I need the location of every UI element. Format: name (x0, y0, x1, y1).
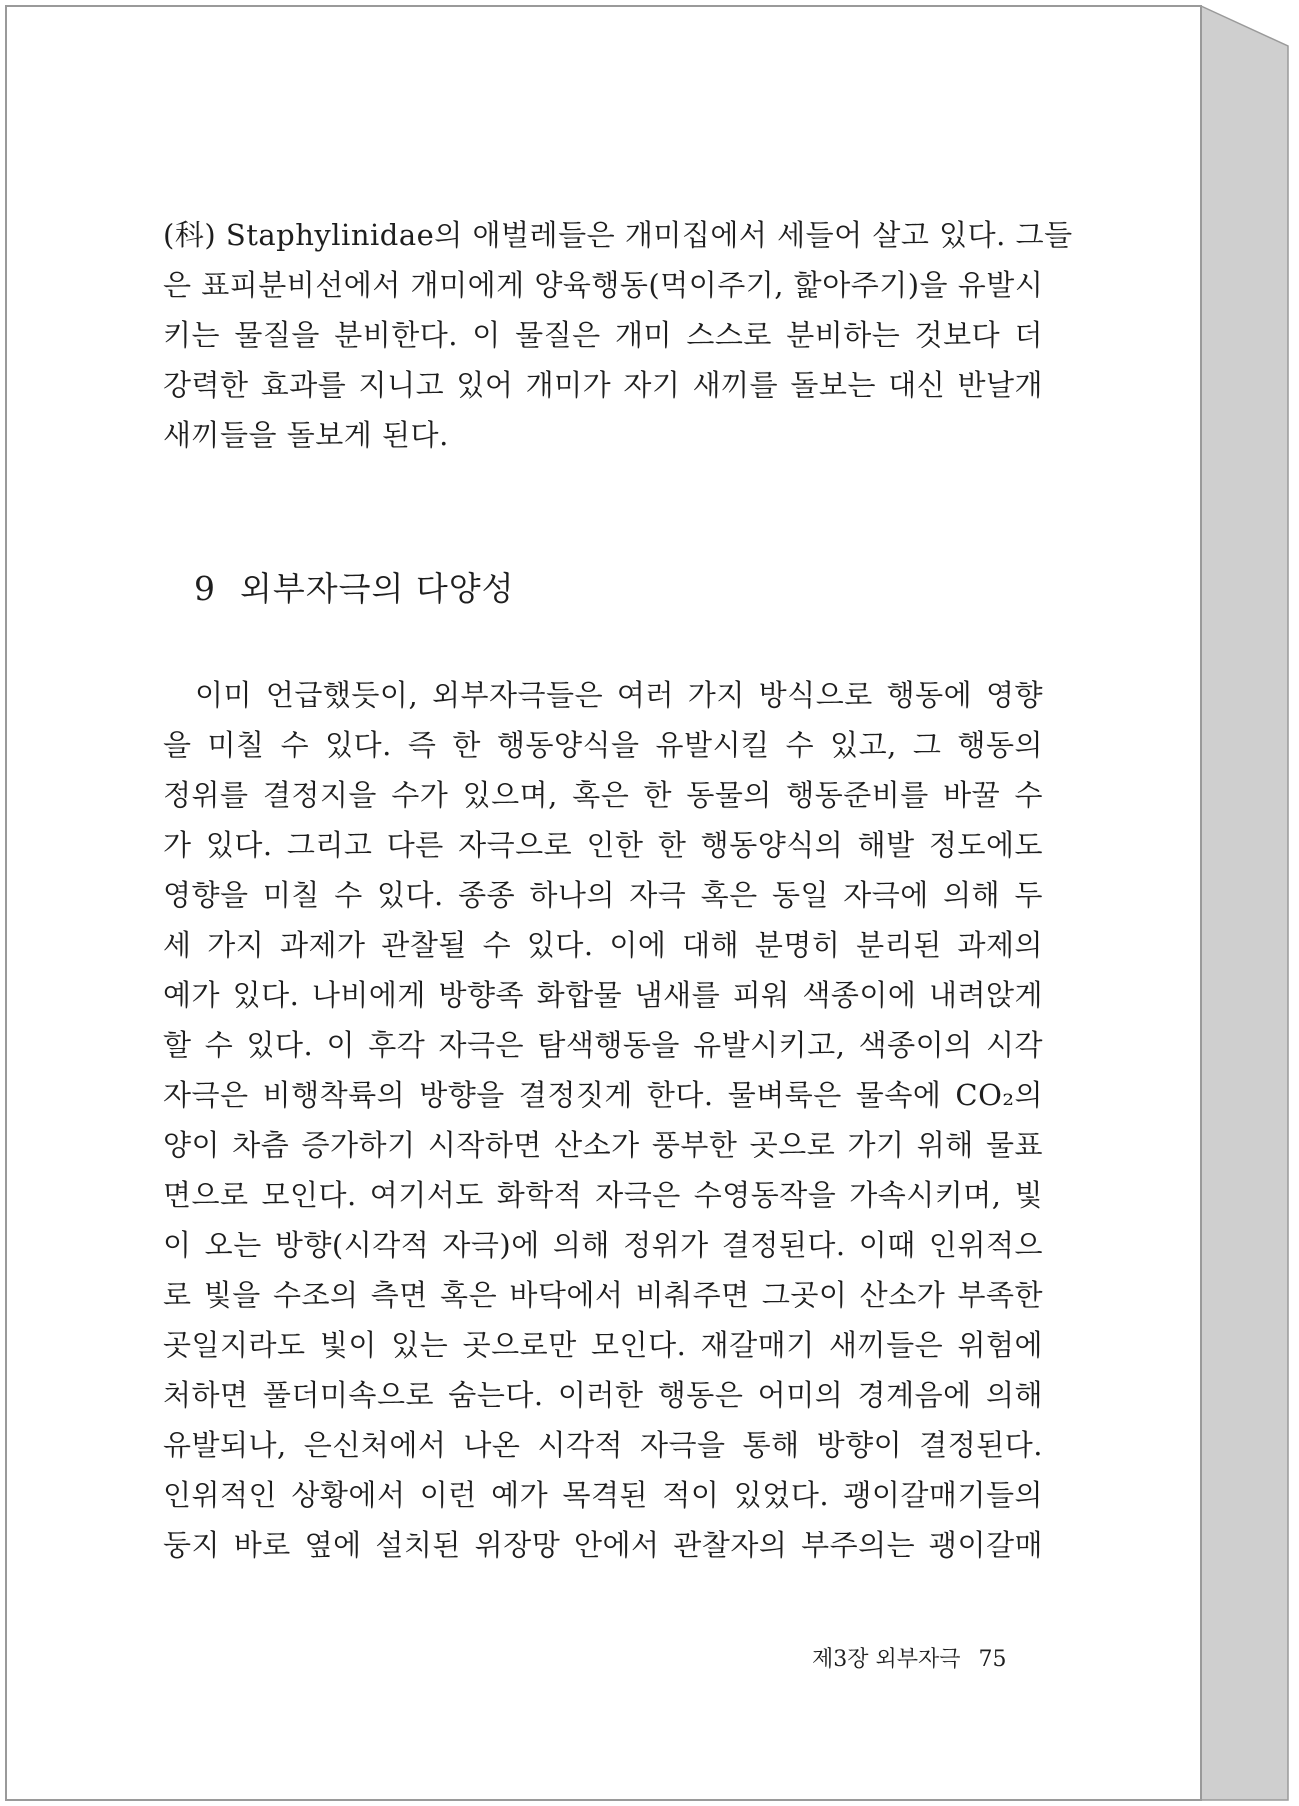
page-footer (812, 1645, 1007, 1675)
text-line: 가 있다. 그리고 다른 자극으로 인한 한 행동양식의 해발 정도에도 (163, 828, 1043, 862)
text-line: 자극은 비행착륙의 방향을 결정짓게 한다. 물벼룩은 물속에 CO₂의 (163, 1078, 1043, 1112)
page (6, 6, 1201, 1800)
paragraph-main (163, 670, 1043, 1570)
text-line: 정위를 결정지을 수가 있으며, 혹은 한 동물의 행동준비를 바꿀 수 (163, 778, 1043, 812)
text-line: 예가 있다. 나비에게 방향족 화합물 냄새를 피워 색종이에 내려앉게 (163, 978, 1043, 1012)
text-line: 새끼들을 돌보게 된다. (163, 418, 449, 452)
text-line: (科) Staphylinidae의 애벌레들은 개미집에서 세들어 살고 있다. 그들 (163, 218, 1073, 252)
text-line: 강력한 효과를 지니고 있어 개미가 자기 새끼를 돌보는 대신 반날개 (163, 368, 1043, 402)
text-line: 키는 물질을 분비한다. 이 물질은 개미 스스로 분비하는 것보다 더 (163, 318, 1043, 352)
text-line: 로 빛을 수조의 측면 혹은 바닥에서 비춰주면 그곳이 산소가 부족한 (163, 1278, 1043, 1312)
paragraph-top (163, 210, 1073, 460)
text-line: 곳일지라도 빛이 있는 곳으로만 모인다. 재갈매기 새끼들은 위험에 (163, 1328, 1043, 1362)
text-line: 할 수 있다. 이 후각 자극은 탐색행동을 유발시키고, 색종이의 시각 (163, 1028, 1043, 1062)
text-line: 처하면 풀더미속으로 숨는다. 이러한 행동은 어미의 경계음에 의해 (163, 1378, 1043, 1412)
page-number: 75 (978, 1647, 1007, 1672)
book-side-edge (1201, 6, 1288, 1800)
text-line: 인위적인 상황에서 이런 예가 목격된 적이 있었다. 괭이갈매기들의 (163, 1478, 1043, 1512)
text-line: 면으로 모인다. 여기서도 화학적 자극은 수영동작을 가속시키며, 빛 (163, 1178, 1043, 1212)
text-line: 이미 언급했듯이, 외부자극들은 여러 가지 방식으로 행동에 영향 (195, 678, 1043, 712)
text-line: 이 오는 방향(시각적 자극)에 의해 정위가 결정된다. 이때 인위적으 (163, 1228, 1043, 1262)
text-line: 은 표피분비선에서 개미에게 양육행동(먹이주기, 핥아주기)을 유발시 (163, 268, 1044, 302)
text-line: 을 미칠 수 있다. 즉 한 행동양식을 유발시킬 수 있고, 그 행동의 (163, 728, 1043, 762)
text-line: 양이 차츰 증가하기 시작하면 산소가 풍부한 곳으로 가기 위해 물표 (163, 1128, 1043, 1162)
text-line: 유발되나, 은신처에서 나온 시각적 자극을 통해 방향이 결정된다. (163, 1428, 1043, 1462)
section-title: 외부자극의 다양성 (240, 569, 515, 608)
section-heading (194, 564, 515, 614)
text-line: 세 가지 과제가 관찰될 수 있다. 이에 대해 분명히 분리된 과제의 (163, 928, 1043, 962)
running-head: 제3장 외부자극 (812, 1647, 961, 1672)
text-line: 둥지 바로 옆에 설치된 위장망 안에서 관찰자의 부주의는 괭이갈매 (163, 1528, 1043, 1562)
section-number: 9 (194, 569, 216, 608)
text-line: 영향을 미칠 수 있다. 종종 하나의 자극 혹은 동일 자극에 의해 두 (163, 878, 1043, 912)
